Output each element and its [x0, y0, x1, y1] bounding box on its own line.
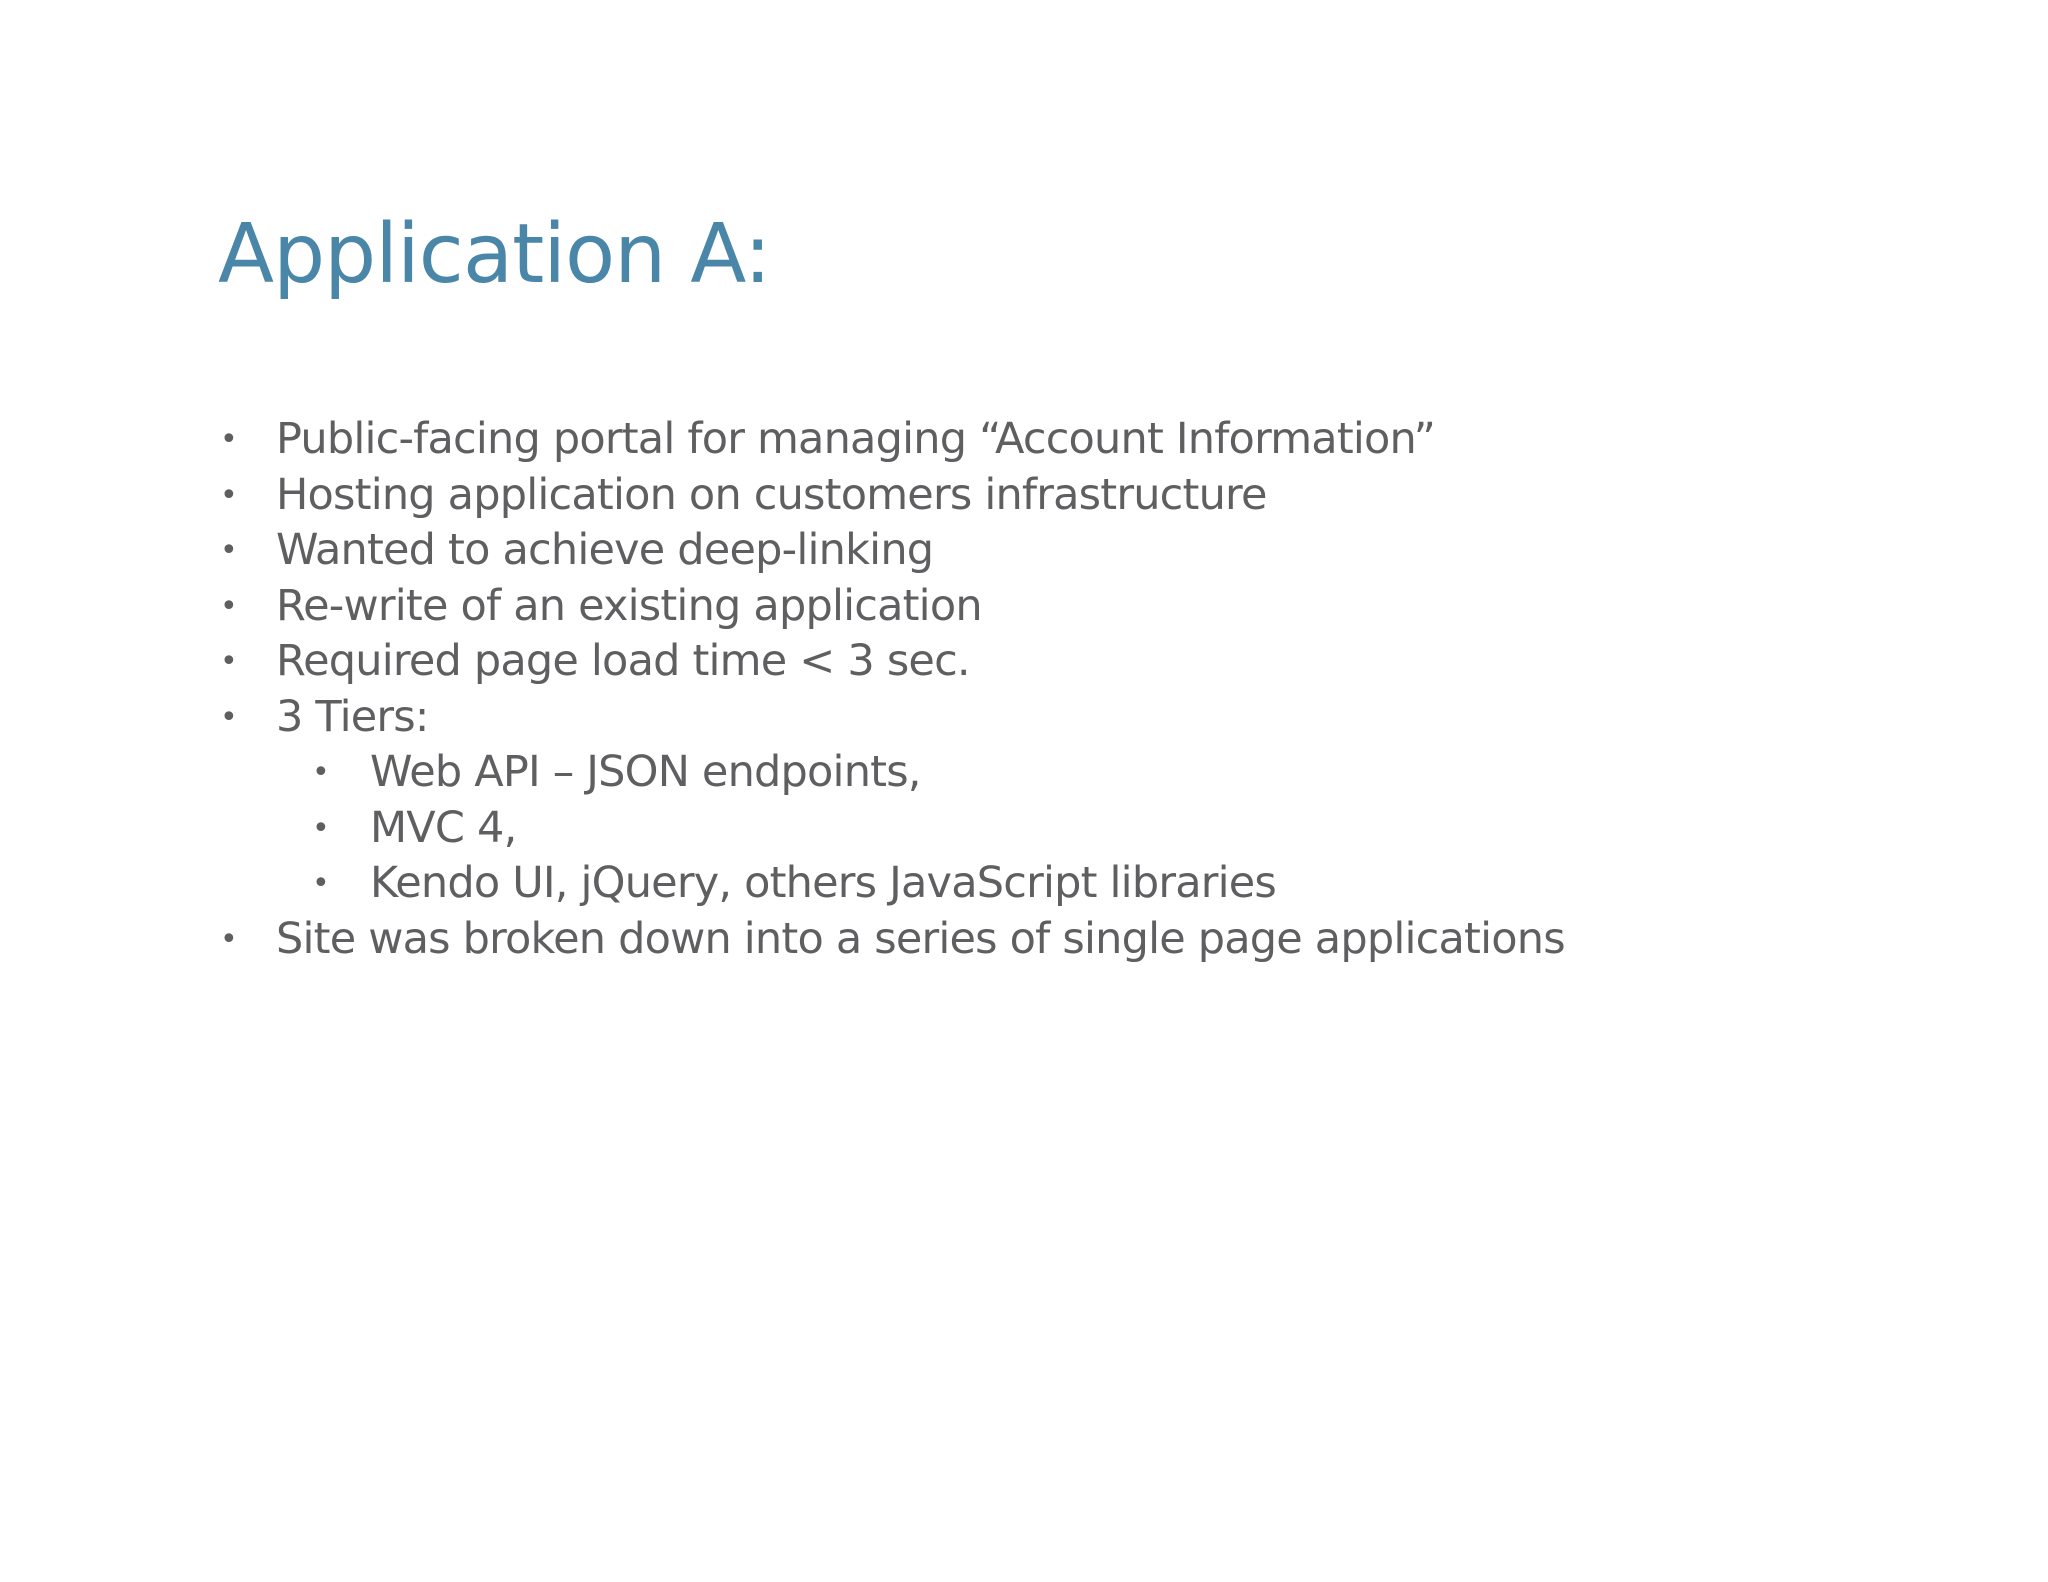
- bullet-item: [218, 690, 1978, 746]
- bullet-marker-icon: •: [312, 866, 329, 901]
- bullet-item: [218, 579, 1978, 635]
- bullet-marker-icon: •: [220, 644, 237, 679]
- bullet-text: Re-write of an existing application: [276, 580, 982, 631]
- bullet-marker-icon: •: [220, 699, 237, 735]
- bullet-text: MVC 4,: [370, 802, 517, 853]
- bullet-item: [218, 412, 1978, 468]
- bullet-marker-icon: •: [220, 422, 237, 457]
- bullet-list: [218, 412, 1978, 967]
- bullet-text: Required page load time < 3 sec.: [276, 636, 970, 686]
- sub-bullet-item: [218, 856, 1978, 912]
- sub-bullet-item: [218, 801, 1978, 857]
- bullet-marker-icon: •: [312, 810, 329, 846]
- bullet-marker-icon: •: [220, 921, 237, 957]
- bullet-text: Web API – JSON endpoints,: [370, 747, 921, 797]
- bullet-item: [218, 523, 1978, 579]
- bullet-marker-icon: •: [312, 755, 329, 790]
- bullet-item: [218, 468, 1978, 524]
- slide-title: Application A:: [218, 207, 771, 302]
- bullet-text: Wanted to achieve deep-linking: [276, 525, 934, 575]
- bullet-marker-icon: •: [220, 588, 237, 624]
- bullet-text: Site was broken down into a series of single page applications: [276, 913, 1565, 964]
- bullet-item: [218, 634, 1978, 690]
- bullet-text: Hosting application on customers infrastructure: [276, 469, 1267, 520]
- bullet-text: Kendo UI, jQuery, others JavaScript libraries: [370, 858, 1277, 908]
- bullet-text: 3 Tiers:: [276, 691, 429, 742]
- bullet-text: Public-facing portal for managing “Account Information”: [276, 414, 1436, 464]
- bullet-item: [218, 912, 1978, 968]
- bullet-marker-icon: •: [220, 477, 237, 513]
- sub-bullet-item: [218, 745, 1978, 801]
- bullet-marker-icon: •: [220, 533, 237, 568]
